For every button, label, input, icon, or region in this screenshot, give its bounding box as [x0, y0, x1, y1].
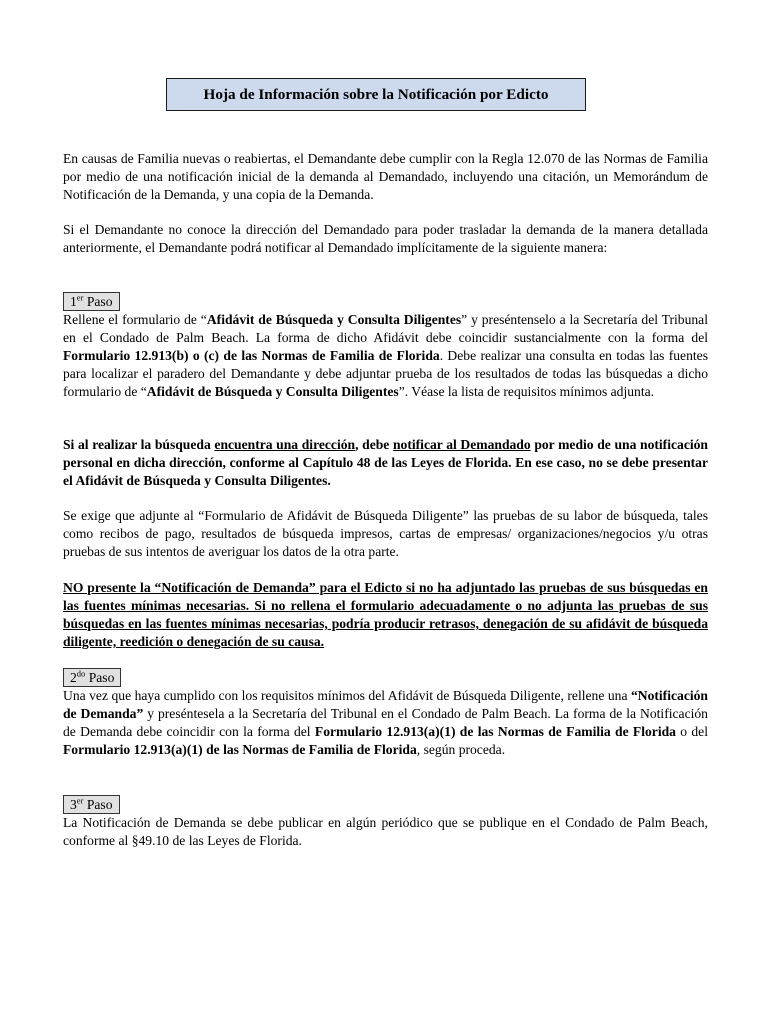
step-2-section	[63, 668, 708, 759]
step-3-word: Paso	[86, 797, 113, 812]
step-2-suffix: do	[76, 668, 86, 679]
found-address-paragraph	[63, 436, 708, 490]
step-1-label	[63, 292, 120, 311]
step-3-section	[63, 795, 708, 850]
step-2-bold-notice: “Notificación de Demanda”	[63, 688, 708, 721]
page-title-text: Hoja de Información sobre la Notificación por Edicto	[203, 85, 549, 103]
bold-text-part: por medio de una notificación personal en dicha dirección, conforme al Capítulo 48 de las Leyes de Florida. En ese caso, no se debe presentar el Afidávit de Búsqueda y Consulta Diligentes.	[63, 437, 708, 488]
step-2-bold-form-1: Formulario 12.913(a)(1) de las Normas de Familia de Florida	[314, 724, 676, 739]
evidence-text: Se exige que adjunte al “Formulario de Afidávit de Búsqueda Diligente” las pruebas de su labor de búsqueda, tales como recibos de pago, resultados de búsqueda impresos, cartas de empresas/ organizaciones/negocios y/u otras pruebas de sus intentos de averiguar los datos de la otra parte.	[63, 508, 708, 559]
step-2-text-part: , según proceda.	[416, 742, 506, 757]
step-1-text-part: Rellene el formulario de “	[63, 312, 207, 327]
step-1-text-part: . Debe realizar una consulta en todas las fuentes para localizar el paradero del Demandante y debe adjuntar prueba de los resultados de todas las búsquedas a dicho formulario de “	[63, 348, 708, 399]
step-1-bold-form-name-2: Afidávit de Búsqueda y Consulta Diligentes	[146, 384, 399, 399]
step-1-bold-form-number: Formulario 12.913(b) o (c) de las Normas de Familia de Florida	[63, 348, 440, 363]
step-3-suffix: er	[76, 795, 84, 806]
step-3-number: 3	[70, 797, 77, 812]
page-title	[166, 78, 586, 111]
step-1-section	[63, 292, 708, 401]
warning-underlined-text: NO presente la “Notificación de Demanda” para el Edicto si no ha adjuntado las pruebas de sus búsquedas en las fuentes mínimas necesarias. Si no rellena el formulario adecuadamente o no adjunta las pruebas de sus búsquedas en las fuentes mínimas necesarias, podría producir retrasos, denegación de su afidávit de búsqueda diligente, reedición o denegación de su causa.	[63, 580, 708, 649]
step-1-text-part: ”. Véase la lista de requisitos mínimos adjunta.	[398, 384, 655, 399]
step-1-number: 1	[70, 294, 77, 309]
intro-paragraph-2	[63, 221, 708, 257]
underlined-found-address: encuentra una dirección	[214, 437, 356, 452]
step-2-text-part: Una vez que haya cumplido con los requisitos mínimos del Afidávit de Búsqueda Diligente, rellene una	[63, 688, 631, 703]
step-1-suffix: er	[76, 292, 84, 303]
bold-text-part: Si al realizar la búsqueda	[63, 437, 215, 452]
step-3-text: La Notificación de Demanda se debe publicar en algún periódico que se publique en el Condado de Palm Beach, conforme al §49.10 de las Leyes de Florida.	[63, 815, 708, 848]
warning-text	[63, 579, 708, 651]
step-1-word: Paso	[86, 294, 113, 309]
intro-paragraph-1	[63, 150, 708, 204]
bold-text-part: , debe	[355, 437, 393, 452]
step-2-number: 2	[70, 670, 77, 685]
step-2-bold-form-2: Formulario 12.913(a)(1) de las Normas de Familia de Florida	[63, 742, 417, 757]
intro-text-2: Si el Demandante no conoce la dirección del Demandado para poder trasladar la demanda de la manera detallada anteriormente, el Demandante podrá notificar al Demandado implícitamente de la siguiente manera:	[63, 222, 708, 255]
step-2-text	[63, 687, 708, 759]
step-3-label	[63, 795, 120, 814]
step-2-label	[63, 668, 121, 687]
underlined-notify-defendant: notificar al Demandado	[392, 437, 531, 452]
step-2-word: Paso	[88, 670, 115, 685]
step-1-text-part: ” y preséntenselo a la Secretaría del Tribunal en el Condado de Palm Beach. La forma de dicho Afidávit debe coincidir sustancialmente con la forma del	[63, 312, 708, 345]
step-1-bold-form-name: Afidávit de Búsqueda y Consulta Diligentes	[206, 312, 462, 327]
step-2-text-part: y preséntesela a la Secretaría del Tribunal en el Condado de Palm Beach. La forma de la Notificación de Demanda debe coincidir con la forma del	[63, 706, 708, 739]
step-1-text	[63, 311, 708, 401]
evidence-paragraph	[63, 507, 708, 561]
found-address-text	[63, 436, 708, 490]
intro-text-1: En causas de Familia nuevas o reabiertas, el Demandante debe cumplir con la Regla 12.070 de las Normas de Familia por medio de una notificación inicial de la demanda al Demandado, incluyendo una citación, un Memorándum de Notificación de la Demanda, y una copia de la Demanda.	[63, 151, 708, 202]
warning-paragraph	[63, 579, 708, 651]
step-2-text-part: o del	[675, 724, 708, 739]
